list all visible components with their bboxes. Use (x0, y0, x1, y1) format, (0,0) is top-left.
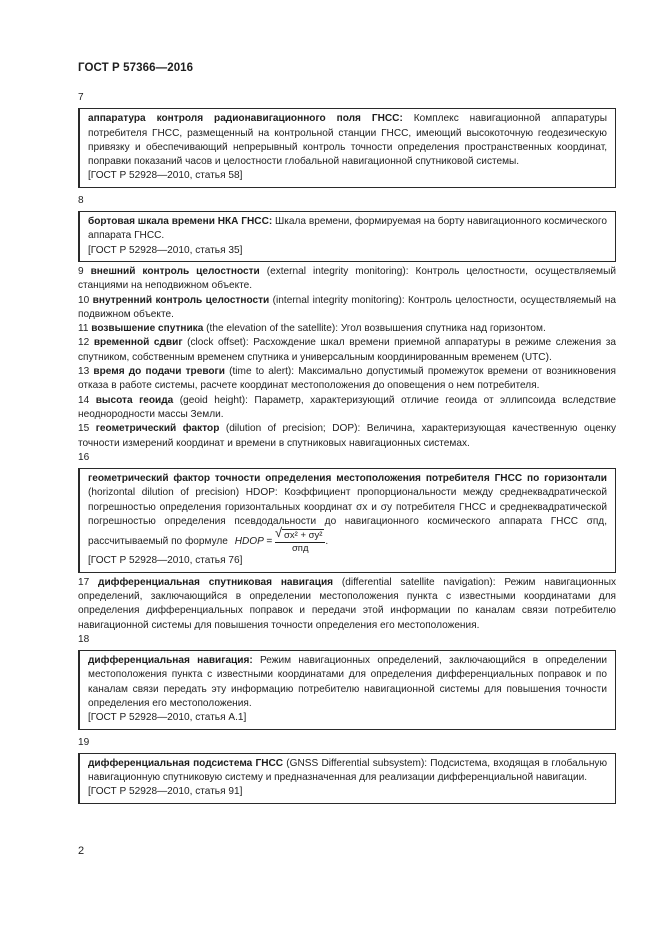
definition-18: Режим навигационных определений, заключающийся в определении местоположения пункта с известными координатами для определения дифференциальных поправок и по каналам связи передать эту информацию потребителю навигационной системы для повышения точности определения его местоположения. (88, 655, 608, 709)
definition-19: (GNSS Differential subsystem): Подсистема, входящая в глобальную навигационную спутниковую систему и предназначенная для реализации дифференциальной навигации. (88, 757, 608, 784)
entry-10 (78, 294, 616, 323)
entry-number-9: 9 (78, 265, 84, 277)
definition-10: (internal integrity monitoring): Контроль целостности, осуществляемый на подвижном объекте. (78, 294, 616, 320)
entry-13 (78, 365, 616, 394)
term-11: возвышение спутника (91, 323, 204, 335)
term-10: внутренний контроль целостности (92, 294, 270, 306)
entry-9 (78, 265, 616, 294)
entry-17 (78, 576, 616, 633)
formula-numerator: √ σx² + σy² (282, 529, 324, 541)
definition-15: (dilution of precision; DOP): Величина, характеризующая качественную оценку точности измерений координат и времени в спутниковых навигационных системах. (78, 423, 616, 449)
term-13: время до подачи тревоги (93, 366, 225, 378)
entry-number-18: 18 (78, 633, 90, 645)
definition-11: (the elevation of the satellite): Угол возвышения спутника над горизонтом. (203, 323, 546, 335)
definition-16: (horizontal dilution of precision) HDOP: Коэффициент пропорциональности между среднеквадратической погрешностью определения горизонтальных координат σx и σy потребителя ГНСС и среднеквадратической погрешностью определения псевдодальности до навигационного космического аппарата ГНСС σпд, рассчитываемый по формуле (88, 487, 607, 548)
definition-14: (geoid height): Параметр, характеризующий отличие геоида от эллипсоида вследствие неоднородности массы Земли. (78, 394, 616, 420)
term-16: геометрический фактор точности определения местоположения потребителя ГНСС по горизонтали (88, 473, 607, 485)
term-7: аппаратура контроля радионавигационного поля ГНСС: (88, 113, 403, 125)
reference-7: [ГОСТ Р 52928—2010, статья 58] (88, 170, 243, 182)
entry-number-8: 8 (78, 194, 84, 206)
entry-11 (78, 322, 616, 336)
entry-12 (78, 336, 616, 365)
reference-18: [ГОСТ Р 52928—2010, статья А.1] (88, 712, 247, 724)
quoted-definition-18 (78, 650, 616, 729)
entry-14 (78, 394, 616, 423)
entry-number-13: 13 (78, 366, 90, 378)
term-15: геометрический фактор (95, 423, 220, 435)
definition-13: (time to alert): Максимально допустимый промежуток времени от возникновения отказа в работе системы, расчете координат местоположения до оповещения о нем потребителя. (78, 366, 616, 392)
term-18: дифференциальная навигация: (88, 655, 253, 667)
reference-19: [ГОСТ Р 52928—2010, статья 91] (88, 786, 243, 798)
term-19: дифференциальная подсистема ГНСС (88, 757, 284, 769)
quoted-definition-16 (78, 468, 616, 572)
formula-fraction (275, 529, 325, 554)
definition-7: Комплекс навигационной аппаратуры потребителя ГНСС, размещенный на контрольной станции ГНСС, имеющий высокоточную геодезическую привязку и обеспечивающий непрерывный контроль точности определения пространственных координат, поправки показаний часов и целостности глобальной навигационной спутниковой системы. (88, 113, 607, 168)
entry-number-15: 15 (78, 423, 90, 435)
formula-lhs: HDOP = (234, 536, 273, 548)
quoted-definition-8 (78, 211, 616, 262)
entry-number-17: 17 (78, 576, 90, 588)
definition-9: (external integrity monitoring): Контроль целостности, осуществляемый станциями на неподвижном объекте. (78, 265, 616, 292)
document-header: ГОСТ Р 57366—2016 (78, 62, 194, 74)
term-8: бортовая шкала времени НКА ГНСС: (88, 216, 273, 228)
quoted-definition-19 (78, 753, 616, 804)
term-14: высота геоида (95, 394, 174, 406)
formula-denominator: σпд (291, 543, 309, 555)
entry-15 (78, 422, 616, 451)
entry-number-12: 12 (78, 337, 90, 349)
entry-number-19: 19 (78, 736, 90, 748)
page-number: 2 (78, 845, 85, 857)
definition-17: (differential satellite navigation): Режим навигационных определений, заключающийся в определении местоположения пункта с известными координатами для определения дифференциальных поправок и передачи этой информации по каналам связи потребителю навигационной системы для повышения точности определения его местоположения. (78, 576, 616, 631)
term-17: дифференциальная спутниковая навигация (98, 576, 334, 588)
term-12: временной сдвиг (93, 337, 183, 349)
entry-number-10: 10 (78, 294, 90, 306)
entry-number-16: 16 (78, 451, 90, 463)
entry-number-11: 11 (78, 323, 89, 335)
term-9: внешний контроль целостности (90, 265, 260, 277)
reference-16: [ГОСТ Р 52928—2010, статья 76] (88, 555, 243, 567)
definition-12: (clock offset): Расхождение шкал времени приемной аппаратуры в режиме слежения за спутником, собственным временем спутника и универсальным координированным временем (UTC). (78, 337, 616, 363)
reference-8: [ГОСТ Р 52928—2010, статья 35] (88, 244, 243, 256)
entry-number-7: 7 (78, 92, 84, 103)
terms-list (78, 91, 616, 806)
quoted-definition-7 (78, 108, 616, 187)
hdop-formula: HDOP = √ $\frac{\text{σx² + σy²}}{\text{σпд}}$ . (235, 529, 329, 554)
definition-8: Шкала времени, формируемая на борту навигационного космического аппарата ГНСС. (88, 216, 607, 242)
entry-number-14: 14 (78, 394, 90, 406)
